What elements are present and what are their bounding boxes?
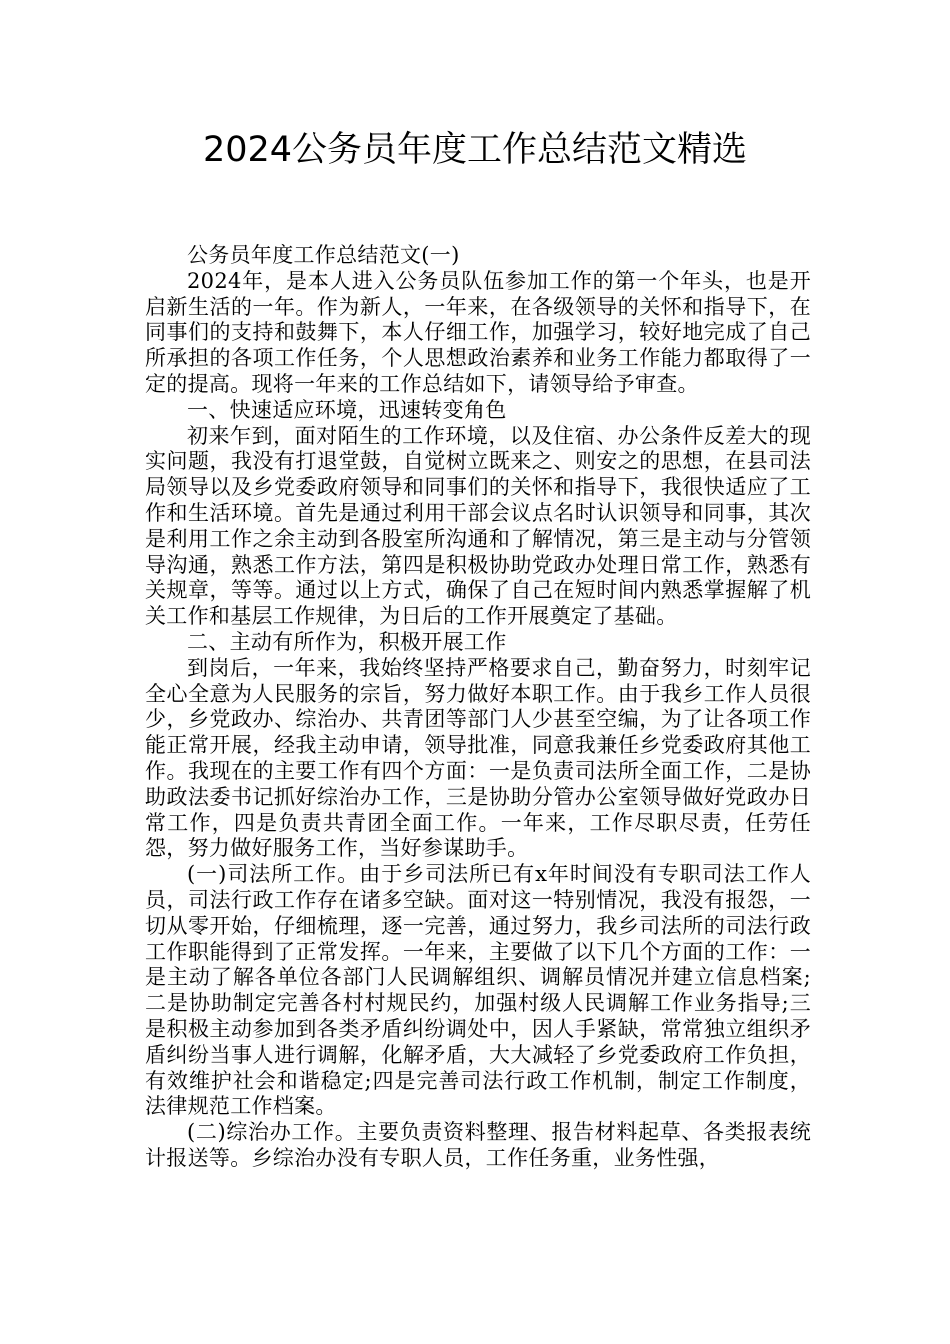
body-paragraph: (二)综治办工作。主要负责资料整理、报告材料起草、各类报表统计报送等。乡综治办没有专职人员，工作任务重，业务性强，: [145, 1120, 811, 1170]
section-heading: 二、主动有所作为，积极开展工作: [187, 629, 507, 654]
document-body: [145, 243, 811, 1172]
section-heading: 一、快速适应环境，迅速转变角色: [187, 397, 507, 422]
section-heading: 公务员年度工作总结范文(一): [187, 243, 460, 267]
body-paragraph: 2024年，是本人进入公务员队伍参加工作的第一个年头，也是开启新生活的一年。作为新人，一年来，在各级领导的关怀和指导下，在同事们的支持和鼓舞下，本人仔细工作，加强学习，较好地完成了自己所承担的各项工作任务，个人思想政治素养和业务工作能力都取得了一定的提高。现将一年来的工作总结如下，请领导给予审查。: [145, 268, 811, 396]
body-paragraph: 到岗后，一年来，我始终坚持严格要求自己，勤奋努力，时刻牢记全心全意为人民服务的宗旨，努力做好本职工作。由于我乡工作人员很少，乡党政办、综治办、共青团等部门人少甚至空编，为了让各项工作能正常开展，经我主动申请，领导批准，同意我兼任乡党委政府其他工作。我现在的主要工作有四个方面：一是负责司法所全面工作，二是协助政法委书记抓好综治办工作，三是协助分管办公室领导做好党政办日常工作，四是负责共青团全面工作。一年来，工作尽职尽责，任劳任怨，努力做好服务工作，当好参谋助手。: [145, 655, 811, 861]
body-paragraph: (一)司法所工作。由于乡司法所已有x年时间没有专职司法工作人员，司法行政工作存在诸多空缺。面对这一特别情况，我没有报怨，一切从零开始，仔细梳理，逐一完善，通过努力，我乡司法所的司法行政工作职能得到了正常发挥。一年来，主要做了以下几个方面的工作：一是主动了解各单位各部门人民调解组织、调解员情况并建立信息档案;二是协助制定完善各村村规民约，加强村级人民调解工作业务指导;三是积极主动参加到各类矛盾纠纷调处中，因人手紧缺，常常独立组织矛盾纠纷当事人进行调解，化解矛盾，大大减轻了乡党委政府工作负担，有效维护社会和谐稳定;四是完善司法行政工作机制，制定工作制度，法律规范工作档案。: [145, 862, 811, 1119]
document-title: 2024公务员年度工作总结范文精选: [202, 130, 748, 170]
body-paragraph: 初来乍到，面对陌生的工作环境，以及住宿、办公条件反差大的现实问题，我没有打退堂鼓，自觉树立既来之、则安之的思想，在县司法局领导以及乡党委政府领导和同事们的关怀和指导下，我很快适应了工作和生活环境。首先是通过利用干部会议点名时认识领导和同事，其次是利用工作之余主动到各股室所沟通和了解情况，第三是主动与分管领导沟通，熟悉工作方法，第四是积极协助党政办处理日常工作，熟悉有关规章，等等。通过以上方式，确保了自己在短时间内熟悉掌握解了机关工作和基层工作规律，为日后的工作开展奠定了基础。: [145, 423, 811, 629]
